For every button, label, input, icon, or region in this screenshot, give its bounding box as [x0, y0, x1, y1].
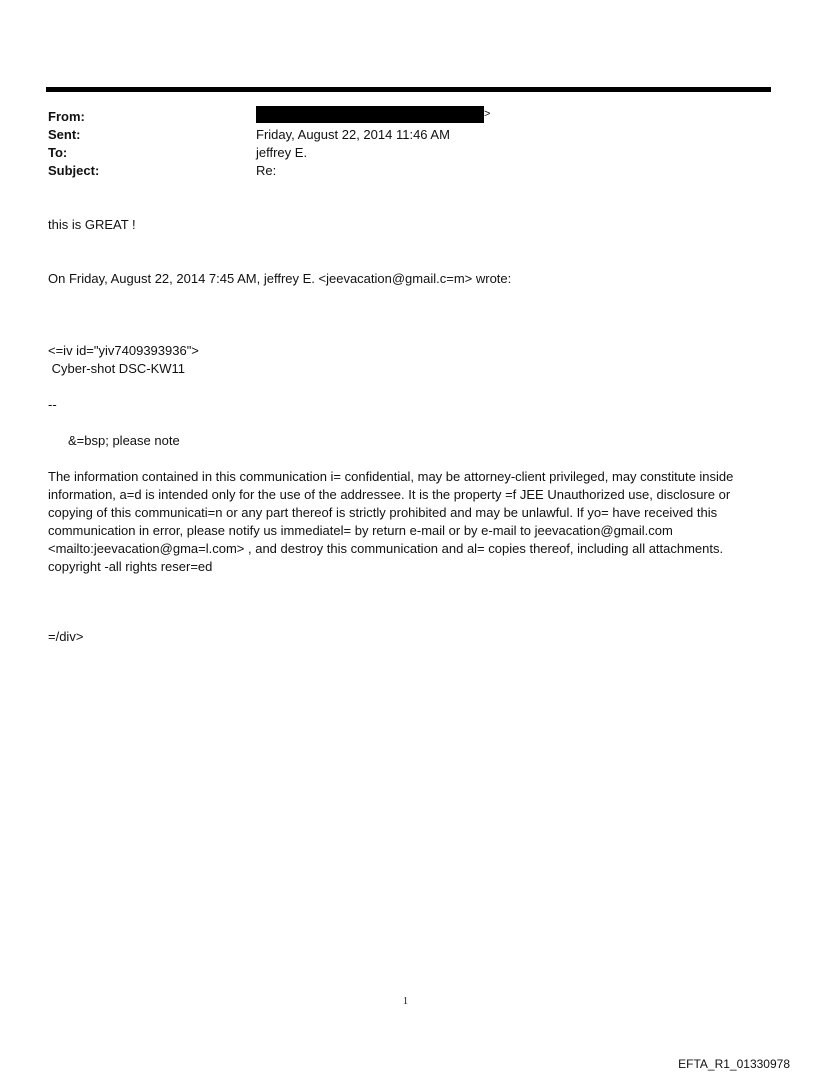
from-value-tail: > — [484, 108, 491, 120]
body-line: this is GREAT ! — [48, 217, 136, 232]
page-number: 1 — [403, 996, 408, 1007]
quote-intro: On Friday, August 22, 2014 7:45 AM, jeffrey E. <jeevacation@gmail.c=m> wrote: — [48, 271, 512, 286]
disclaimer-paragraph: The information contained in this communication i= confidential, may be attorney-client privileged, may constitute inside information, a=d is intended only for the use of the addressee. It is the property =f JEE Unauthorized use, disclosure or copying of this communicati=n or any part thereof is strictly prohibited and may be unlawful. If yo= have received this communication in error, please notify us immediatel= by return e-mail or by e-mail to jeevacation@gmail.com <mailto:jeevacation@gma=l.com> , and destroy this communication and al= copies thereof, including all attachments. copyright -all rights reser=ed — [48, 469, 734, 574]
signature-separator: -- — [48, 397, 57, 412]
subject-label: Subject: — [48, 163, 100, 178]
header-rule — [46, 87, 771, 92]
please-note: &=bsp; please note — [68, 433, 180, 448]
subject-value: Re: — [256, 163, 277, 178]
sent-value: Friday, August 22, 2014 11:46 AM — [256, 127, 450, 142]
redaction-bar — [256, 106, 484, 123]
from-label: From: — [48, 109, 85, 124]
div-close-tag: =/div> — [48, 629, 84, 644]
camera-model: Cyber-shot DSC-KW11 — [48, 361, 186, 376]
document-id: EFTA_R1_01330978 — [678, 1057, 790, 1071]
sent-label: Sent: — [48, 127, 81, 142]
to-value: jeffrey E. — [256, 145, 308, 160]
div-open-tag: <=iv id="yiv7409393936"> — [48, 343, 199, 358]
to-label: To: — [48, 145, 68, 160]
